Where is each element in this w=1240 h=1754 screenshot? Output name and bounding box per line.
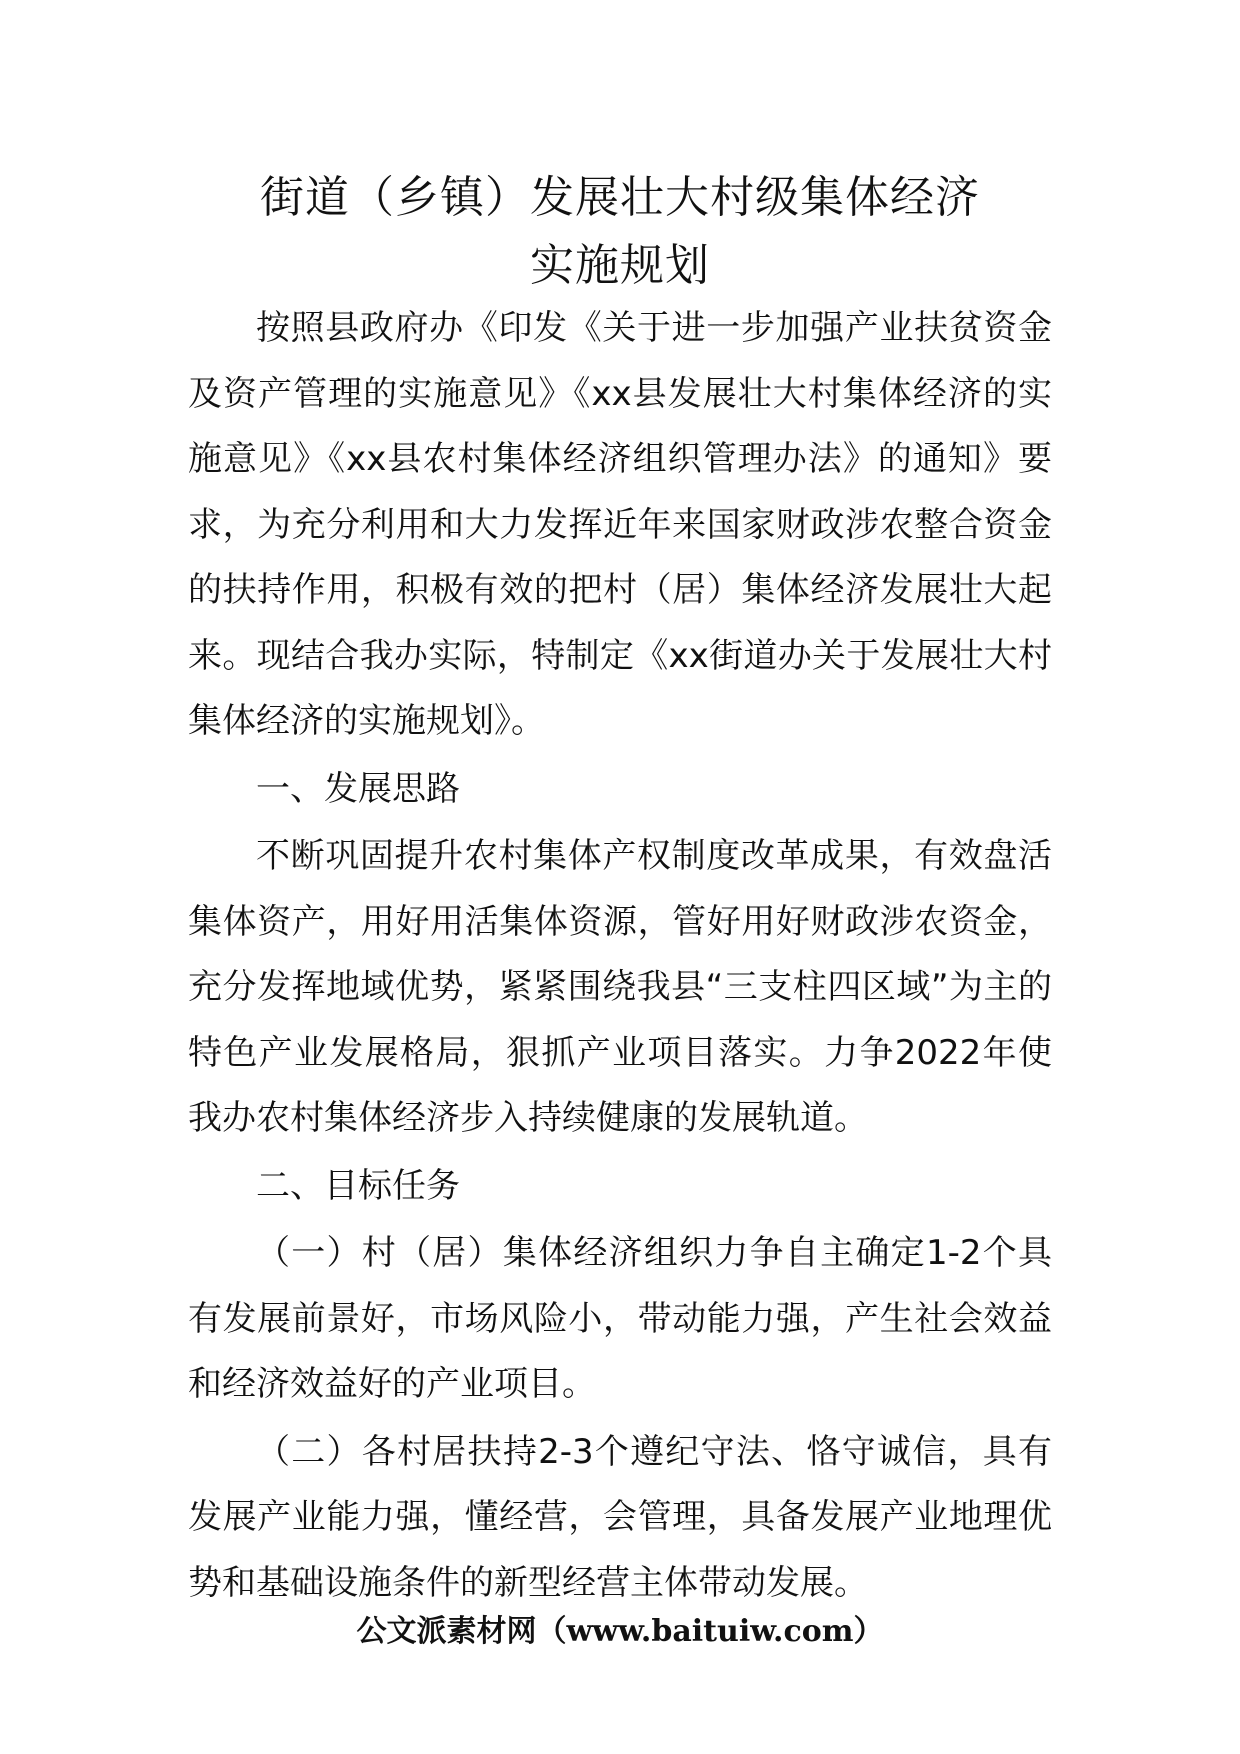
section-2-heading: 二、目标任务 — [256, 1165, 460, 1206]
intro-paragraph: 按照县政府办《印发《关于进一步加强产业扶贫资金及资产管理的实施意见》《xx县发展壮大村集体经济的实施意见》《xx县农村集体经济组织管理办法》的通知》要求，为充分利用和大力发挥近年来国家财政涉农整合资金的扶持作用，积极有效的把村（居）集体经济发展壮大起来。现结合我办实际，特制定《xx街道办关于发展壮大村集体经济的实施规划》。 — [188, 308, 1052, 741]
footer-watermark: 公文派素材网（www.baituiw.com） — [356, 1614, 884, 1649]
document-title-line-2: 实施规划 — [530, 240, 710, 291]
document-body — [188, 296, 1052, 1616]
document-title-line-1: 街道（乡镇）发展壮大村级集体经济 — [260, 172, 980, 223]
section-1-heading: 一、发展思路 — [256, 768, 460, 809]
section-2-item-2: （二）各村居扶持2-3个遵纪守法、恪守诚信，具有发展产业能力强，懂经营，会管理，具备发展产业地理优势和基础设施条件的新型经营主体带动发展。 — [188, 1431, 1052, 1603]
section-2-item-1: （一）村（居）集体经济组织力争自主确定1-2个具有发展前景好，市场风险小，带动能力强，产生社会效益和经济效益好的产业项目。 — [188, 1233, 1052, 1404]
section-1-paragraph: 不断巩固提升农村集体产权制度改革成果，有效盘活集体资产，用好用活集体资源，管好用好财政涉农资金，充分发挥地域优势，紧紧围绕我县“三支柱四区域”为主的特色产业发展格局，狠抓产业项目落实。力争2022年使我办农村集体经济步入持续健康的发展轨道。 — [188, 836, 1052, 1138]
